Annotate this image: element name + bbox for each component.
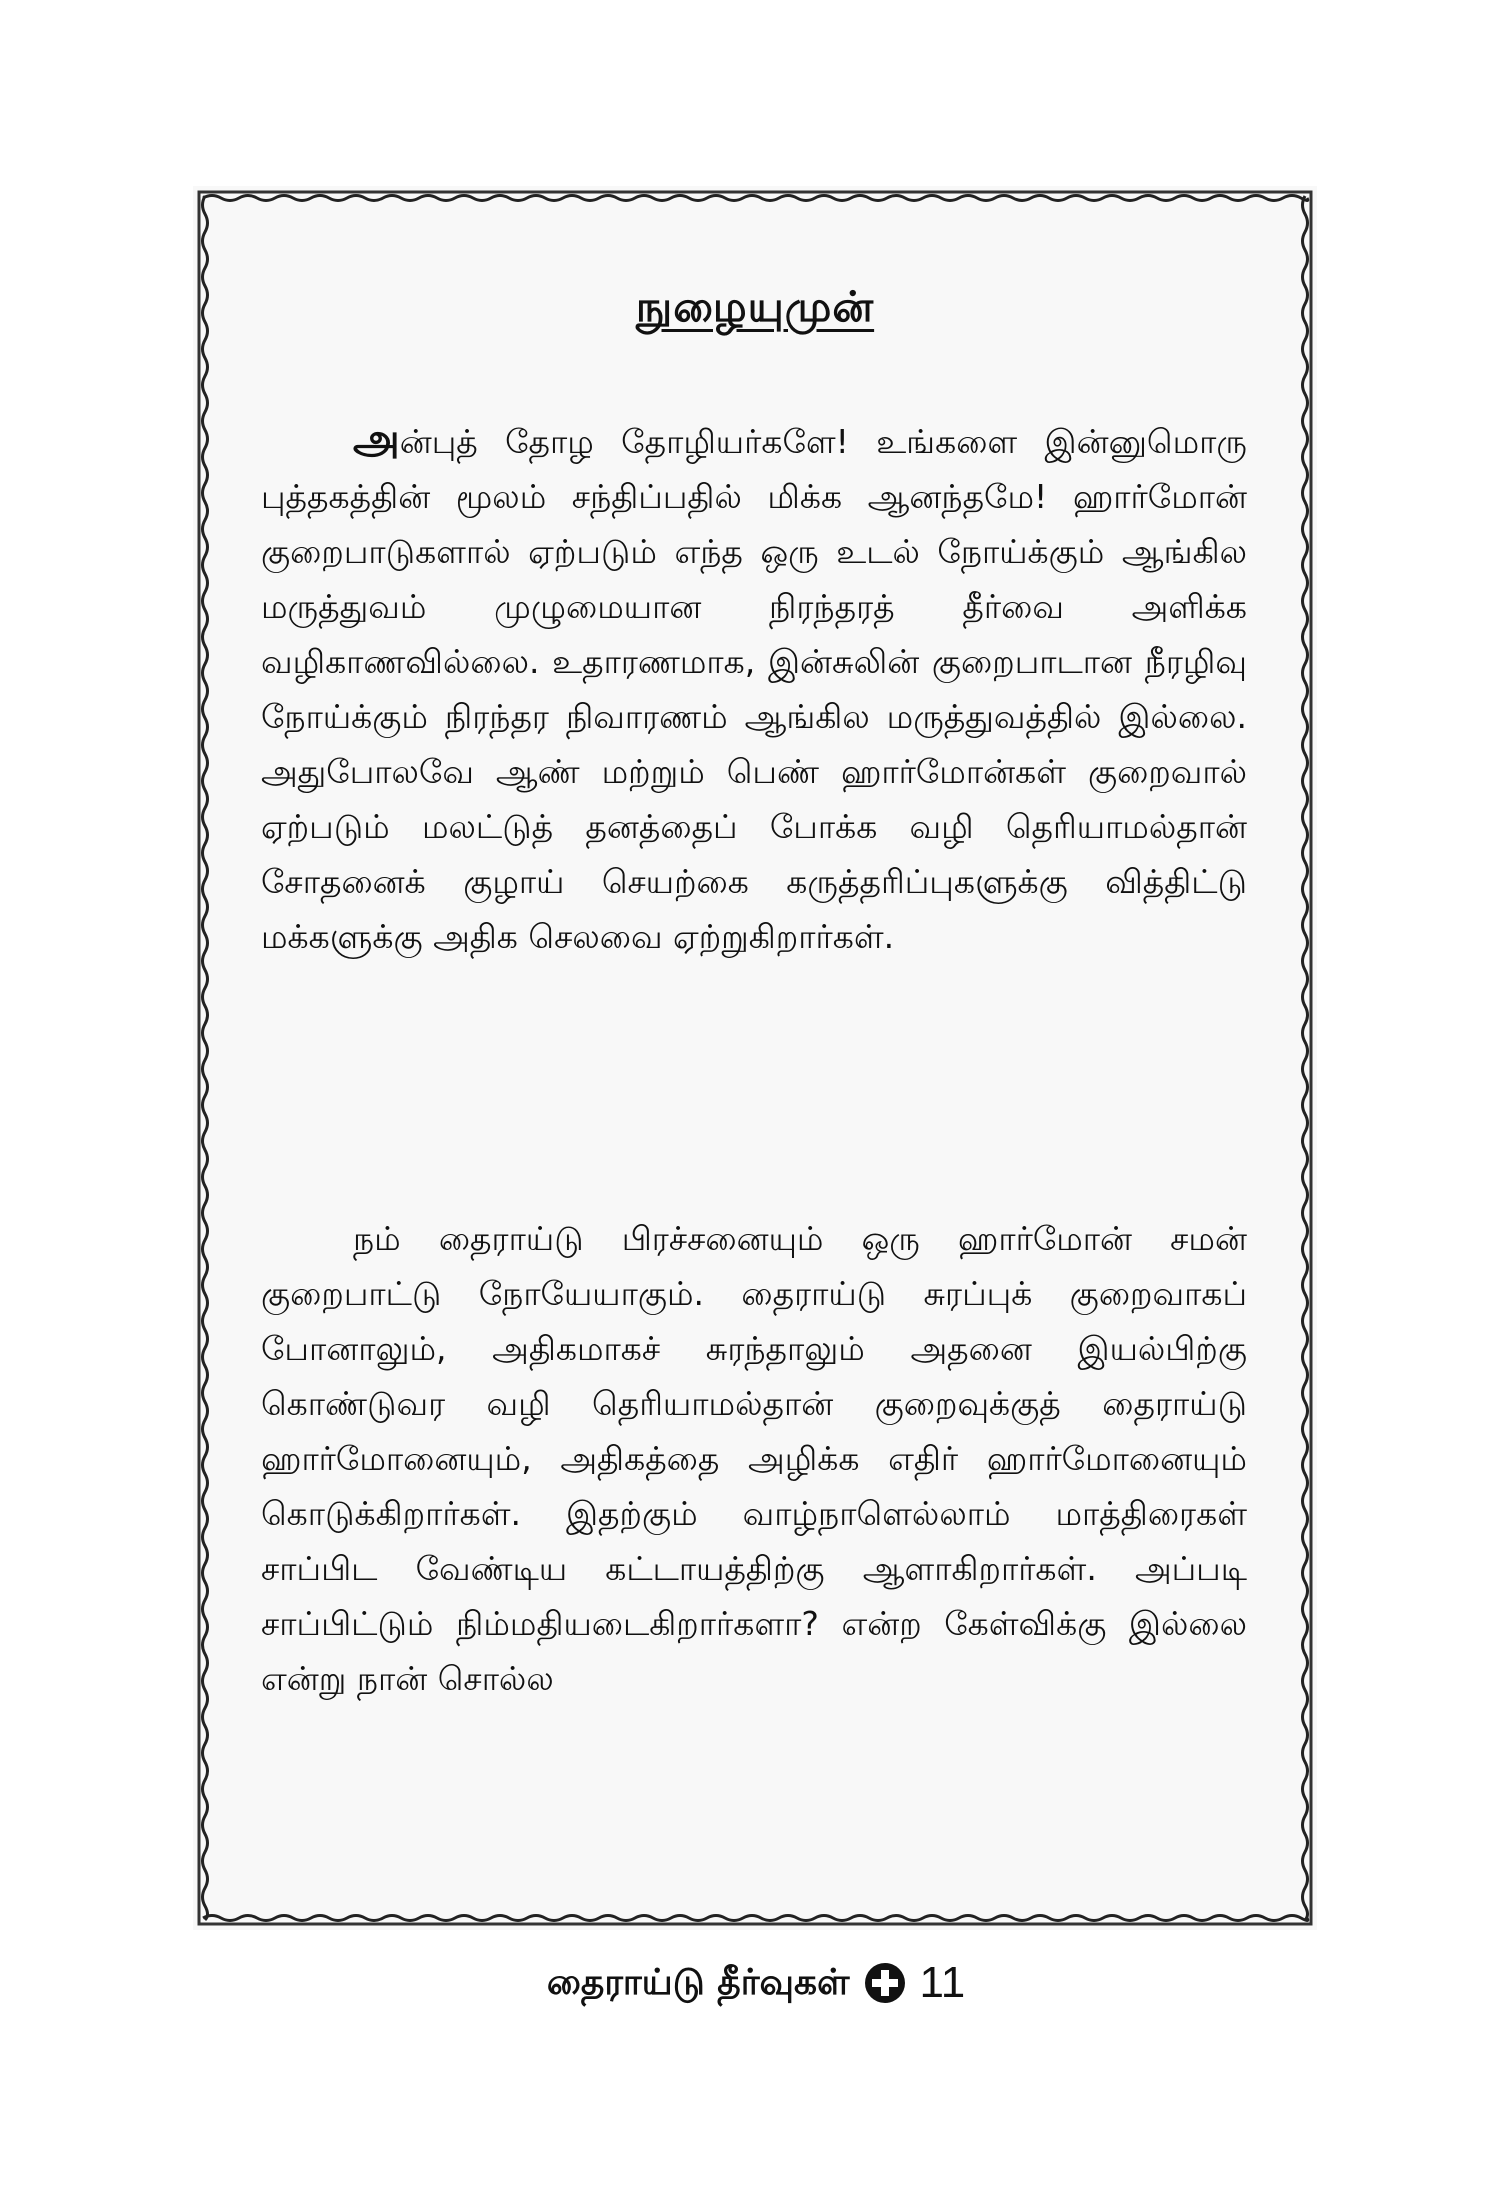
page-heading [193,282,1317,337]
heading-text: நுழையுமுன் [635,282,875,331]
paragraph-2 [261,1211,1247,1706]
footer-book-title: தைராய்டு தீர்வுகள் [546,1962,850,2003]
drop-letter: அ [353,414,400,463]
page-footer [0,1958,1512,2008]
paragraph-1-text: ன்புத் தோழ தோழியர்களே! உங்களை இன்னுமொரு புத்தகத்தின் மூலம் சந்திப்பதில் மிக்க ஆனந்தமே! ஹார்மோன் குறைபாடுகளால் ஏற்படும் எந்த ஒரு உடல் நோய்க்கும் ஆங்கில மருத்துவம் முழுமையான நிரந்தரத் தீர்வை அளிக்க வழிகாணவில்லை. உதாரணமாக, இன்சுலின் குறைபாடான நீரழிவு நோய்க்கும் நிரந்தர நிவாரணம் ஆங்கில மருத்துவத்தில் இல்லை. அதுபோலவே ஆண் மற்றும் பெண் ஹார்மோன்கள் குறைவால் ஏற்படும் மலட்டுத் தனத்தைப் போக்க வழி தெரியாமல்தான் சோதனைக் குழாய் செயற்கை கருத்தரிப்புகளுக்கு வித்திட்டு மக்களுக்கு அதிக செலவை ஏற்றுகிறார்கள். [261,422,1247,956]
page-frame [193,186,1317,1930]
plus-circle-icon [864,1962,906,2004]
paragraph-2-text: நம் தைராய்டு பிரச்சனையும் ஒரு ஹார்மோன் சமன் குறைபாட்டு நோயேயாகும். தைராய்டு சுரப்புக் குறைவாகப் போனாலும், அதிகமாகச் சுரந்தாலும் அதனை இயல்பிற்கு கொண்டுவர வழி தெரியாமல்தான் குறைவுக்குத் தைராய்டு ஹார்மோனையும், அதிகத்தை அழிக்க எதிர் ஹார்மோனையும் கொடுக்கிறார்கள். இதற்கும் வாழ்நாளெல்லாம் மாத்திரைகள் சாப்பிட வேண்டிய கட்டாயத்திற்கு ஆளாகிறார்கள். அப்படி சாப்பிட்டும் நிம்மதியடைகிறார்களா? என்ற கேள்விக்கு இல்லை என்று நான் சொல்ல [261,1219,1247,1698]
page-number: 11 [919,1958,966,2007]
paragraph-1 [261,411,1247,964]
